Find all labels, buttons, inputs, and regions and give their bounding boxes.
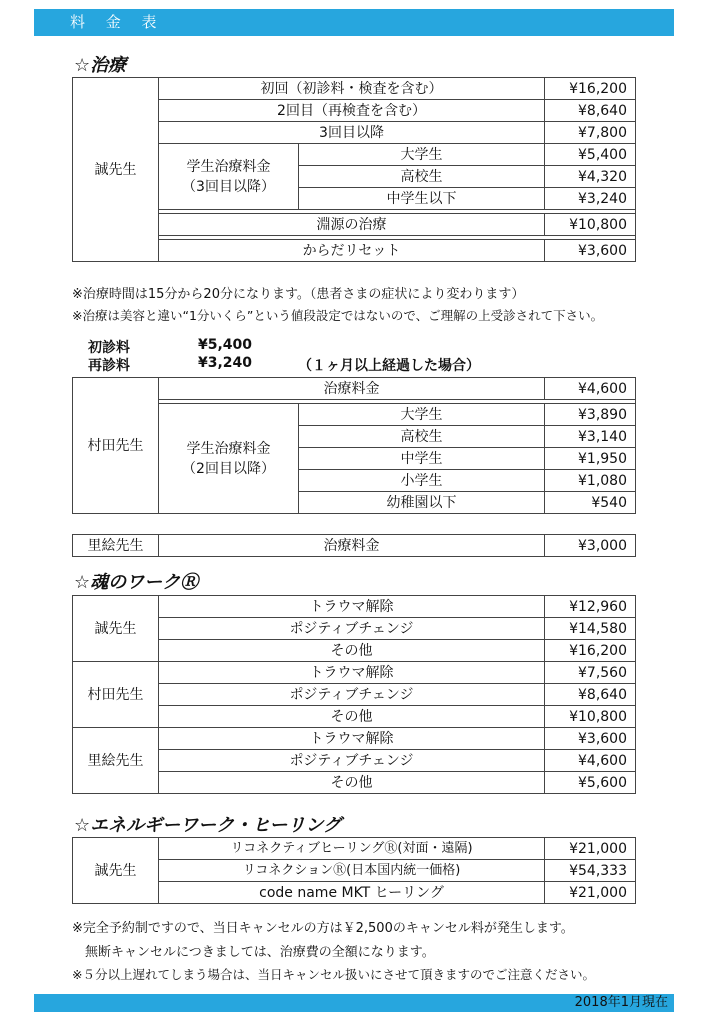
item-cell: 治療料金 [159, 535, 545, 557]
price-cell: ¥3,600 [545, 728, 636, 750]
doctor-cell: 誠先生 [73, 78, 159, 262]
price-cell: ¥5,600 [545, 772, 636, 794]
price-cell: ¥4,320 [545, 166, 636, 188]
item-cell: 大学生 [299, 404, 545, 426]
section-title-treatment: ☆治療 [74, 55, 127, 76]
item-cell: その他 [159, 772, 545, 794]
item-cell: からだリセット [159, 240, 545, 262]
doctor-cell: 村田先生 [73, 378, 159, 514]
note-line: ※完全予約制ですので、当日キャンセルの方は￥2,500のキャンセル料が発生します。 [72, 921, 574, 936]
price-cell: ¥8,640 [545, 684, 636, 706]
table-row [73, 728, 636, 750]
price-cell: ¥8,640 [545, 100, 636, 122]
note-line: 無断キャンセルにつきましては、治療費の全額になります。 [72, 945, 435, 960]
price-cell: ¥10,800 [545, 706, 636, 728]
table-row [73, 662, 636, 684]
item-cell: トラウマ解除 [159, 728, 545, 750]
table-row [73, 535, 636, 557]
price-cell: ¥540 [545, 492, 636, 514]
revisit-note: （１ヶ月以上経過した場合） [298, 358, 480, 374]
item-cell: 淵源の治療 [159, 214, 545, 236]
energy-work-table [72, 837, 636, 904]
item-cell: 幼稚園以下 [299, 492, 545, 514]
item-cell: トラウマ解除 [159, 662, 545, 684]
item-cell: ポジティブチェンジ [159, 684, 545, 706]
note-line: ※治療は美容と違い“1分いくら”という値段設定ではないので、ご理解の上受診されて下さい。 [72, 308, 604, 323]
note-line: ※５分以上遅れてしまう場合は、当日キャンセル扱いにさせて頂きますのでご注意ください。 [72, 967, 595, 982]
price-cell: ¥21,000 [545, 838, 636, 860]
price-cell: ¥16,200 [545, 78, 636, 100]
section-title-energy-work: ☆エネルギーワーク・ヒーリング [74, 815, 342, 836]
price-cell: ¥3,600 [545, 240, 636, 262]
item-cell: code name MKT ヒーリング [159, 882, 545, 904]
student-fee-label: 学生治療料金 （2回目以降） [159, 404, 299, 514]
price-cell: ¥21,000 [545, 882, 636, 904]
price-cell: ¥4,600 [545, 378, 636, 400]
doctor-cell: 里絵先生 [73, 535, 159, 557]
header-bar [34, 9, 674, 36]
price-cell: ¥1,950 [545, 448, 636, 470]
price-cell: ¥14,580 [545, 618, 636, 640]
price-cell: ¥7,560 [545, 662, 636, 684]
price-cell: ¥10,800 [545, 214, 636, 236]
doctor-cell: 誠先生 [73, 596, 159, 662]
price-cell: ¥16,200 [545, 640, 636, 662]
item-cell: 中学生以下 [299, 188, 545, 210]
note-line: ※治療時間は15分から20分になります。（患者さまの症状により変わります） [72, 287, 525, 302]
price-cell: ¥3,240 [545, 188, 636, 210]
price-cell: ¥7,800 [545, 122, 636, 144]
murata-table [72, 377, 636, 514]
doctor-cell: 誠先生 [73, 838, 159, 904]
treatment-table [72, 77, 636, 262]
page-title: 料 金 表 [70, 13, 165, 31]
item-cell: ポジティブチェンジ [159, 750, 545, 772]
item-cell: リコネクションⓇ(日本国内統一価格) [159, 860, 545, 882]
table-row [73, 78, 636, 100]
rie-table [72, 534, 636, 557]
price-cell: ¥1,080 [545, 470, 636, 492]
table-row [73, 378, 636, 400]
item-cell: その他 [159, 706, 545, 728]
price-cell: ¥3,000 [545, 535, 636, 557]
item-cell: その他 [159, 640, 545, 662]
item-cell: 小学生 [299, 470, 545, 492]
table-row [73, 596, 636, 618]
item-cell: 中学生 [299, 448, 545, 470]
price-cell: ¥3,890 [545, 404, 636, 426]
date-label: 2018年1月現在 [574, 995, 668, 1010]
item-cell: 初回（初診料・検査を含む） [159, 78, 545, 100]
item-cell: トラウマ解除 [159, 596, 545, 618]
price-cell: ¥3,140 [545, 426, 636, 448]
student-fee-label: 学生治療料金 （3回目以降） [159, 144, 299, 210]
price-cell: ¥5,400 [545, 144, 636, 166]
price-cell: ¥54,333 [545, 860, 636, 882]
section-title-soul-work: ☆魂のワークⓇ [74, 572, 199, 593]
item-cell: 治療料金 [159, 378, 545, 400]
doctor-cell: 村田先生 [73, 662, 159, 728]
footer-bar [34, 994, 674, 1012]
item-cell: 大学生 [299, 144, 545, 166]
item-cell: ポジティブチェンジ [159, 618, 545, 640]
first-visit-price: ¥5,400 [198, 337, 253, 353]
price-cell: ¥4,600 [545, 750, 636, 772]
item-cell: 高校生 [299, 426, 545, 448]
soul-work-table [72, 595, 636, 794]
table-row [73, 838, 636, 860]
first-visit-label: 初診料 [88, 340, 130, 356]
revisit-label: 再診料 [88, 358, 130, 374]
price-cell: ¥12,960 [545, 596, 636, 618]
doctor-cell: 里絵先生 [73, 728, 159, 794]
revisit-price: ¥3,240 [198, 355, 253, 371]
item-cell: 2回目（再検査を含む） [159, 100, 545, 122]
item-cell: 高校生 [299, 166, 545, 188]
item-cell: リコネクティブヒーリングⓇ(対面・遠隔) [159, 838, 545, 860]
item-cell: 3回目以降 [159, 122, 545, 144]
